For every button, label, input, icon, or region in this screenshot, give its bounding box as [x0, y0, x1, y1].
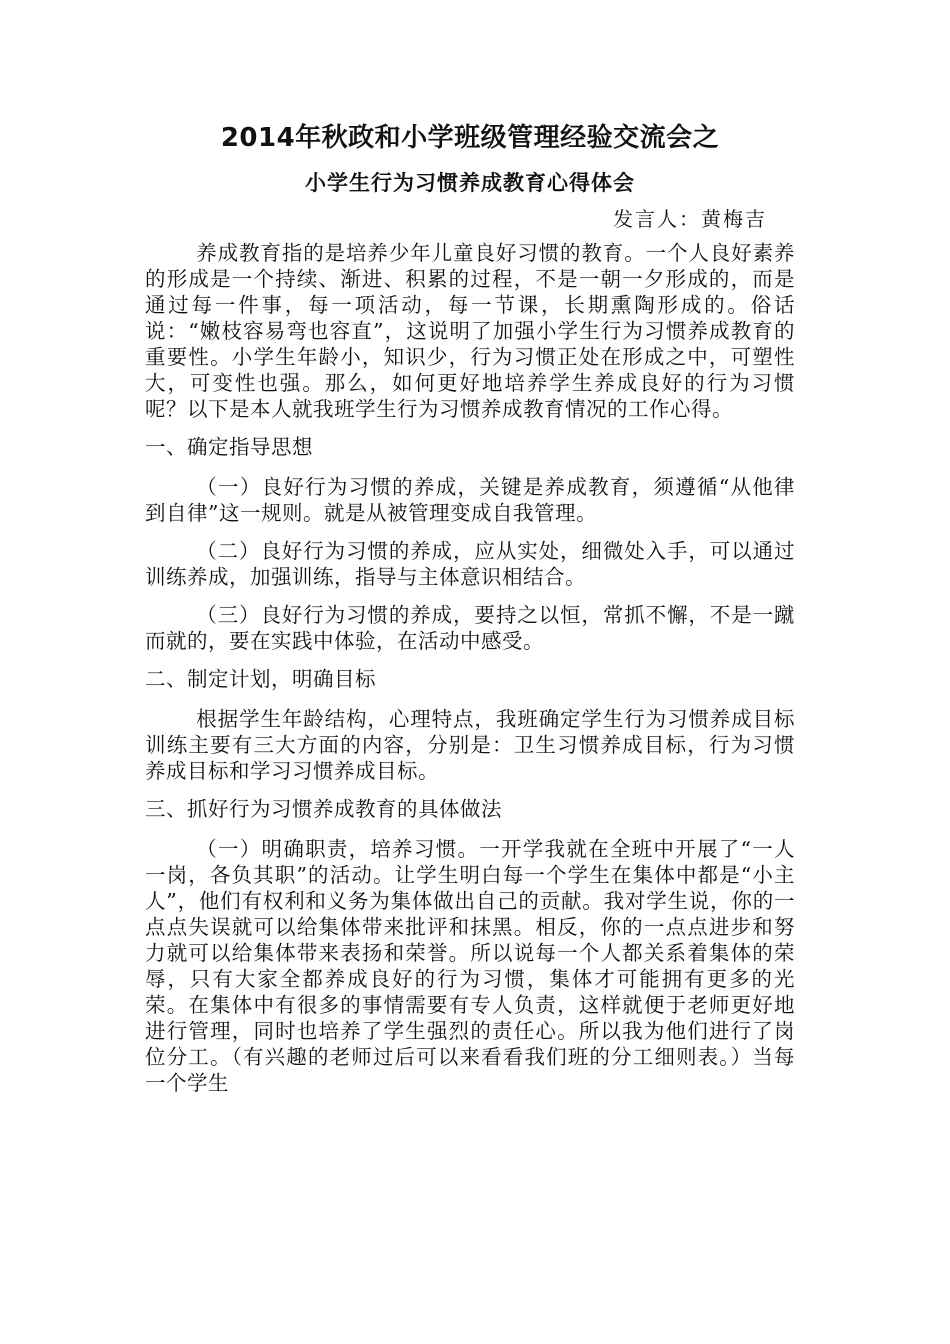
section-heading-2: 二、制定计划，明确目标: [145, 667, 376, 691]
speaker-line: 发言人：黄梅吉: [613, 207, 767, 231]
section3-paragraph: （一）明确职责，培养习惯。一开学我就在全班中开展了“一人一岗，各负其职”的活动。让学生明白每一个学生在集体中都是“小主人”，他们有权利和义务为集体做出自己的贡献。我对学生说，你的一点点失误就可以给集体带来批评和抹黑。相反，你的一点点进步和努力就可以给集体带来表扬和荣誉。所以说每一个人都关系着集体的荣辱，只有大家全都养成良好的行为习惯，集体才可能拥有更多的光荣。在集体中有很多的事情需要有专人负责，这样就便于老师更好地进行管理，同时也培养了学生强烈的责任心。所以我为他们进行了岗位分工。（有兴趣的老师过后可以来看看我们班的分工细则表。）当每一个学生: [145, 837, 795, 1095]
section2-paragraph: 根据学生年龄结构，心理特点，我班确定学生行为习惯养成目标训练主要有三大方面的内容，分别是：卫生习惯养成目标，行为习惯养成目标和学习习惯养成目标。: [145, 707, 795, 783]
section1-item-1: （一）良好行为习惯的养成，关键是养成教育，须遵循“从他律到自律”这一规则。就是从被管理变成自我管理。: [145, 475, 795, 525]
intro-paragraph: 养成教育指的是培养少年儿童良好习惯的教育。一个人良好素养的形成是一个持续、渐进、积累的过程，不是一朝一夕形成的，而是通过每一件事，每一项活动，每一节课，长期熏陶形成的。俗话说：“嫩枝容易弯也容直”，这说明了加强小学生行为习惯养成教育的重要性。小学生年龄小，知识少，行为习惯正处在形成之中，可塑性大，可变性也强。那么，如何更好地培养学生养成良好的行为习惯呢？以下是本人就我班学生行为习惯养成教育情况的工作心得。: [145, 241, 795, 421]
document-title: 2014年秋政和小学班级管理经验交流会之: [220, 123, 720, 153]
document-page: [145, 120, 795, 1108]
document-subtitle: 小学生行为习惯养成教育心得体会: [305, 171, 635, 195]
section-heading-1: 一、确定指导思想: [145, 435, 313, 459]
section1-item-2: （二）良好行为习惯的养成，应从实处，细微处入手，可以通过训练养成，加强训练，指导与主体意识相结合。: [145, 539, 795, 589]
section-heading-3: 三、抓好行为习惯养成教育的具体做法: [145, 797, 502, 821]
section1-item-3: （三）良好行为习惯的养成，要持之以恒，常抓不懈，不是一蹴而就的，要在实践中体验，在活动中感受。: [145, 603, 795, 653]
